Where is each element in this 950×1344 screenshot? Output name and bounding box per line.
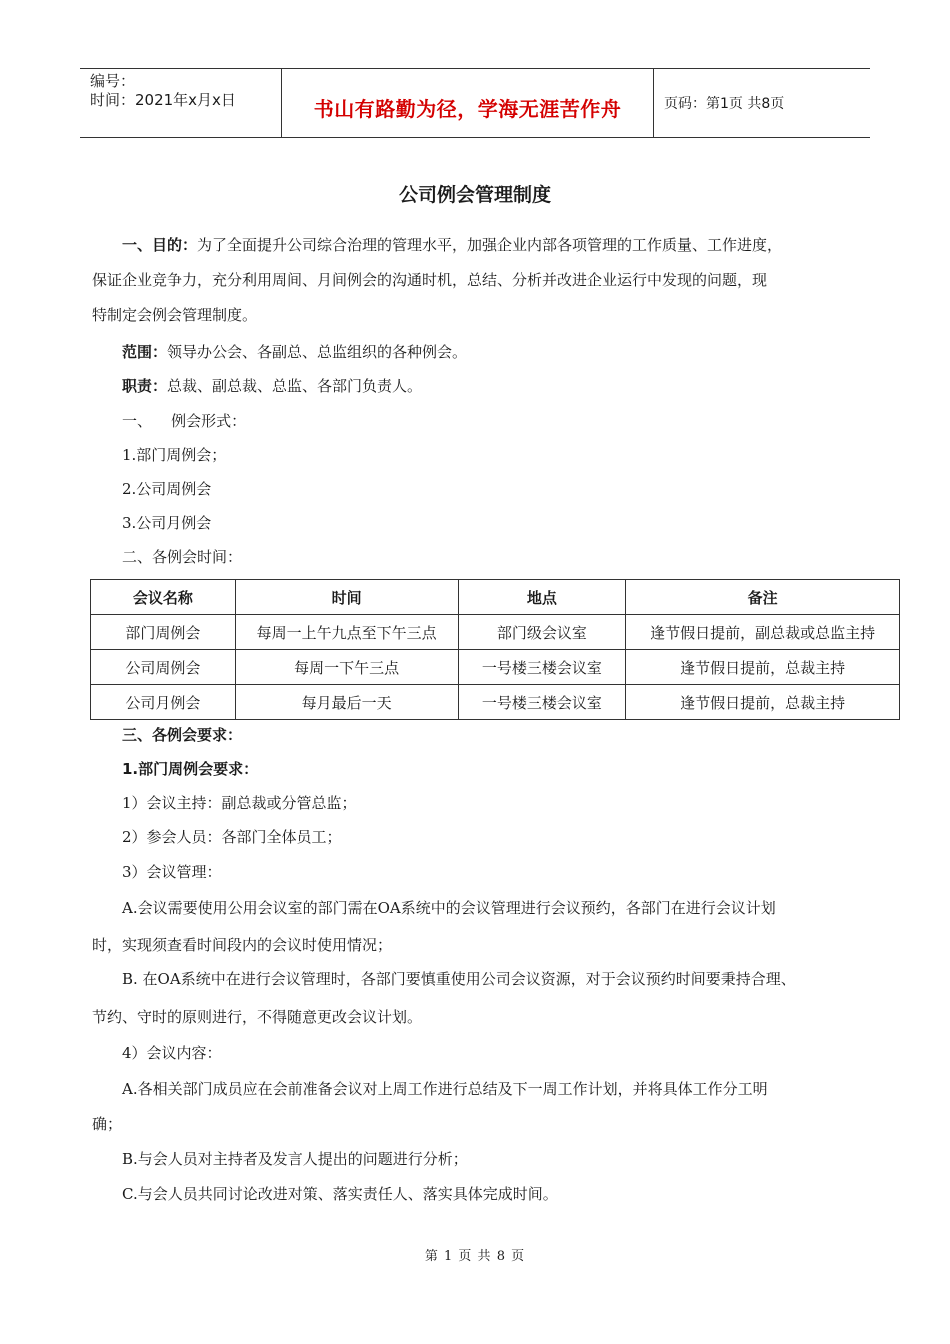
table-cell: 每月最后一天 (235, 685, 458, 720)
purpose-line-1 (122, 228, 902, 263)
header-motto: 书山有路勤为径，学海无涯苦作舟 (282, 69, 654, 137)
duty-text: 总裁、副总裁、总监、各部门负责人。 (167, 377, 423, 395)
document-title: 公司例会管理制度 (398, 184, 551, 206)
requirements-heading: 三、各例会要求： (122, 726, 243, 744)
page-footer: 第 1 页 共 8 页 (424, 1249, 526, 1264)
scope-text: 领导办公会、各副总、总监组织的各种例会。 (167, 343, 468, 361)
form-item-2: 2.公司周例会 (122, 480, 212, 498)
duty-label: 职责： (122, 377, 168, 395)
time-heading: 二、各例会时间： (122, 548, 243, 566)
table-cell: 逢节假日提前，总裁主持 (626, 650, 900, 685)
scope-paragraph (122, 335, 902, 370)
purpose-line-2: 保证企业竞争力，充分利用周间、月间例会的沟通时机，总结、分析并改进企业运行中发现的问题，现 (92, 271, 768, 289)
management-b-line-1: B. 在OA系统中在进行会议管理时，各部门要慎重使用公司会议资源，对于会议预约时间要秉持合理、 (122, 970, 796, 988)
purpose-line-3: 特制定会例会管理制度。 (92, 306, 258, 324)
form-item-3: 3.公司月例会 (122, 514, 212, 532)
table-cell: 逢节假日提前，总裁主持 (626, 685, 900, 720)
form-item-1: 1.部门周例会； (122, 446, 227, 464)
header-page-info: 页码：第1页 共8页 (664, 96, 785, 112)
form-heading: 一、 例会形式： (122, 412, 247, 430)
attendees-item: 2）参会人员：各部门全体员工； (122, 828, 342, 846)
content-heading: 4）会议内容： (122, 1044, 222, 1062)
meeting-schedule-table (90, 579, 900, 720)
duty-paragraph (122, 369, 902, 404)
table-row (91, 650, 900, 685)
table-cell: 每周一下午三点 (235, 650, 458, 685)
purpose-heading: 一、目的： (122, 236, 198, 254)
management-a-line-1: A.会议需要使用公用会议室的部门需在OA系统中的会议管理进行会议预约，各部门在进行会议计划 (122, 899, 776, 917)
time-label: 时间：2021年x月x日 (90, 91, 236, 109)
management-a-line-2: 时，实现须查看时间段内的会议时使用情况； (92, 936, 393, 954)
table-cell: 公司月例会 (91, 685, 236, 720)
table-cell: 一号楼三楼会议室 (458, 650, 626, 685)
dept-requirements-heading: 1.部门周例会要求： (122, 760, 259, 778)
table-cell: 部门级会议室 (458, 615, 626, 650)
management-heading: 3）会议管理： (122, 863, 222, 881)
table-cell: 逢节假日提前，副总裁或总监主持 (626, 615, 900, 650)
content-b: B.与会人员对主持者及发言人提出的问题进行分析； (122, 1150, 468, 1168)
table-cell: 每周一上午九点至下午三点 (235, 615, 458, 650)
host-item: 1）会议主持：副总裁或分管总监； (122, 794, 357, 812)
table-header-cell: 备注 (626, 580, 900, 615)
table-cell: 公司周例会 (91, 650, 236, 685)
purpose-text-1: 为了全面提升公司综合治理的管理水平，加强企业内部各项管理的工作质量、工作进度， (197, 236, 783, 254)
content-a-line-2: 确； (92, 1115, 123, 1133)
table-cell: 部门周例会 (91, 615, 236, 650)
header-meta (80, 69, 282, 137)
content-c: C.与会人员共同讨论改进对策、落实责任人、落实具体完成时间。 (122, 1185, 558, 1203)
number-label: 编号： (90, 72, 136, 90)
table-row (91, 685, 900, 720)
table-row (91, 615, 900, 650)
content-a-line-1: A.各相关部门成员应在会前准备会议对上周工作进行总结及下一周工作计划，并将具体工作分工明 (122, 1080, 768, 1098)
table-header-cell: 会议名称 (91, 580, 236, 615)
table-cell: 一号楼三楼会议室 (458, 685, 626, 720)
scope-label: 范围： (122, 343, 168, 361)
management-b-line-2: 节约、守时的原则进行，不得随意更改会议计划。 (92, 1008, 423, 1026)
table-header-row (91, 580, 900, 615)
table-header-cell: 地点 (458, 580, 626, 615)
page-header (80, 68, 870, 138)
table-header-cell: 时间 (235, 580, 458, 615)
